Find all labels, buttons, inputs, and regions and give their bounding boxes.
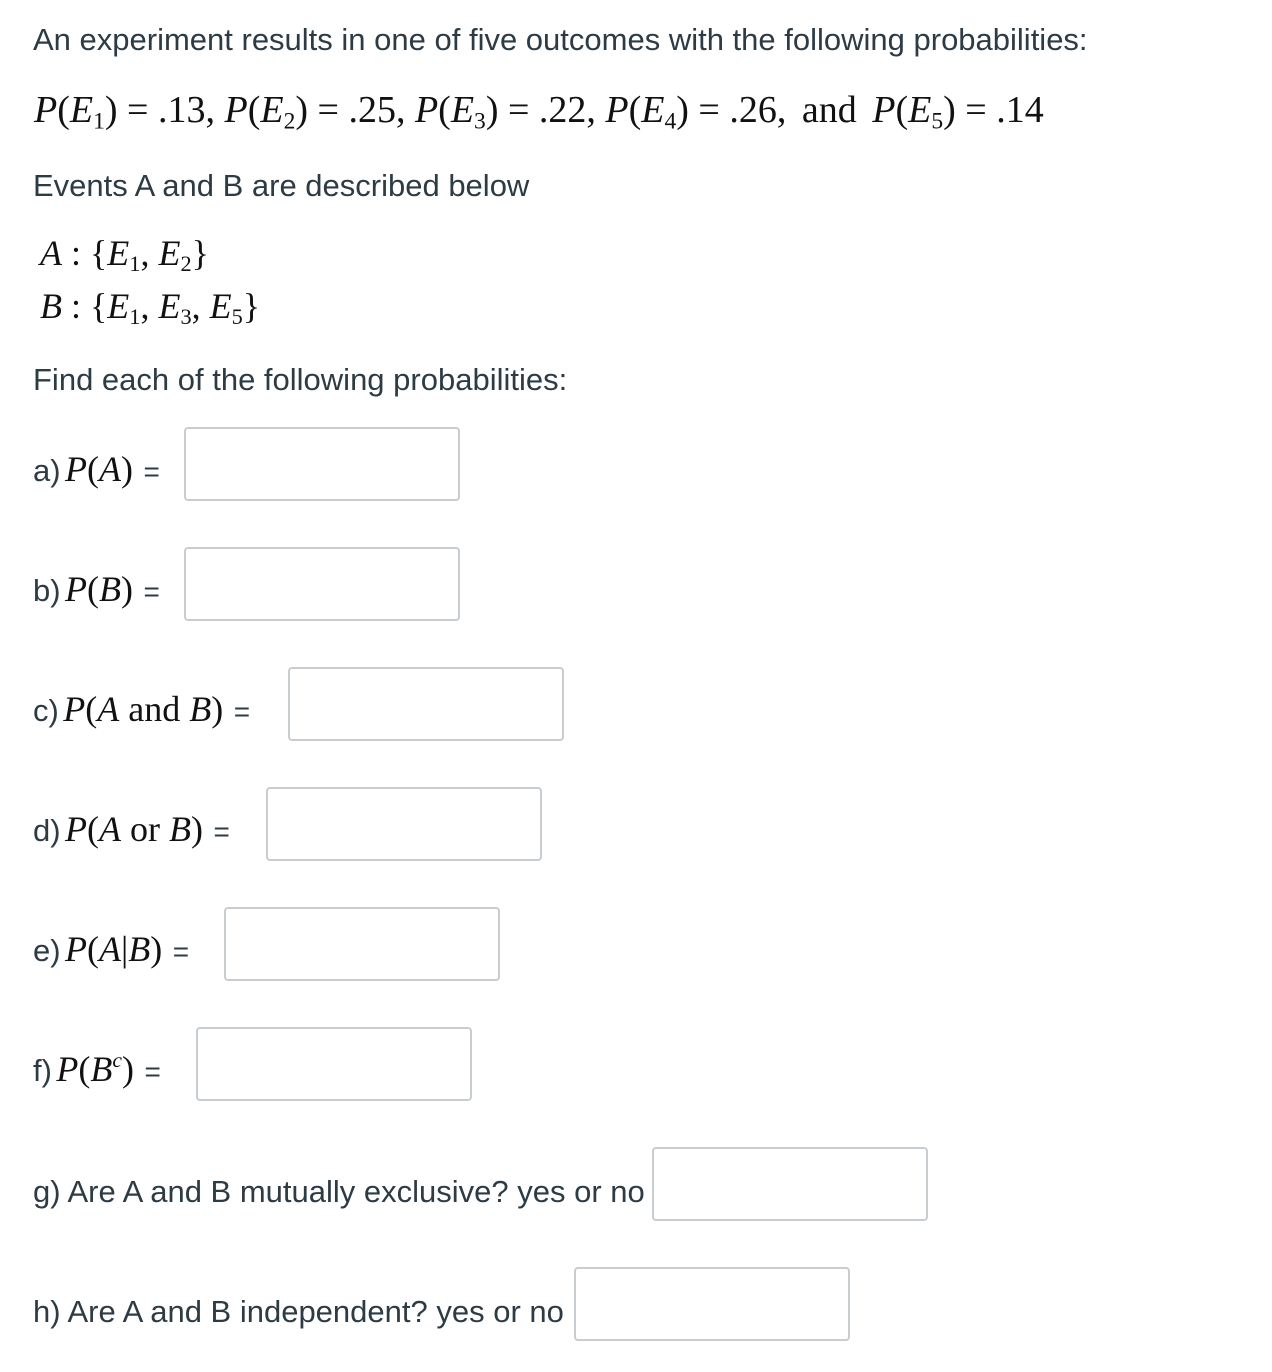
question-e-label: e) P(A|B) =	[33, 929, 190, 969]
answer-input-h[interactable]	[574, 1267, 850, 1341]
question-h-label: h) Are A and B independent? yes or no	[33, 1294, 564, 1329]
prob-e2: $P(E_2) = .25$,	[224, 89, 406, 135]
intro-text: An experiment results in one of five outcomes with the following probabilities:	[33, 22, 1088, 57]
question-c-label: c) P(A and B) =	[33, 689, 251, 729]
probabilities-line	[34, 88, 1044, 135]
prob-e1: $P(E_1) = .13$,	[34, 89, 215, 135]
answer-input-c[interactable]	[288, 667, 564, 741]
question-b-label: b) P(B) =	[33, 569, 160, 609]
question-a-label: a) P(A) =	[33, 449, 160, 489]
answer-input-f[interactable]	[196, 1027, 472, 1101]
prob-e3: $P(E_3) = .22$,	[414, 89, 596, 135]
question-f-label: f) $P(B^c)$ =	[33, 1047, 161, 1089]
answer-input-e[interactable]	[224, 907, 500, 981]
event-b-definition: B : {$E_1$, $E_3$, $E_5$}	[40, 286, 261, 330]
answer-input-b[interactable]	[184, 547, 460, 621]
answer-input-d[interactable]	[266, 787, 542, 861]
events-text: Events A and B are described below	[33, 168, 530, 203]
answer-input-g[interactable]	[652, 1147, 928, 1221]
answer-input-a[interactable]	[184, 427, 460, 501]
and-word: and	[801, 89, 857, 131]
prob-e4: $P(E_4) = .26$,	[605, 89, 787, 135]
question-d-label: d) P(A or B) =	[33, 809, 230, 849]
question-g-label: g) Are A and B mutually exclusive? yes or no	[33, 1174, 645, 1209]
prob-e5: $P(E_5) = .14$	[872, 89, 1044, 135]
find-text: Find each of the following probabilities:	[33, 362, 568, 397]
event-a-definition: A : {$E_1$, $E_2$}	[40, 233, 209, 277]
